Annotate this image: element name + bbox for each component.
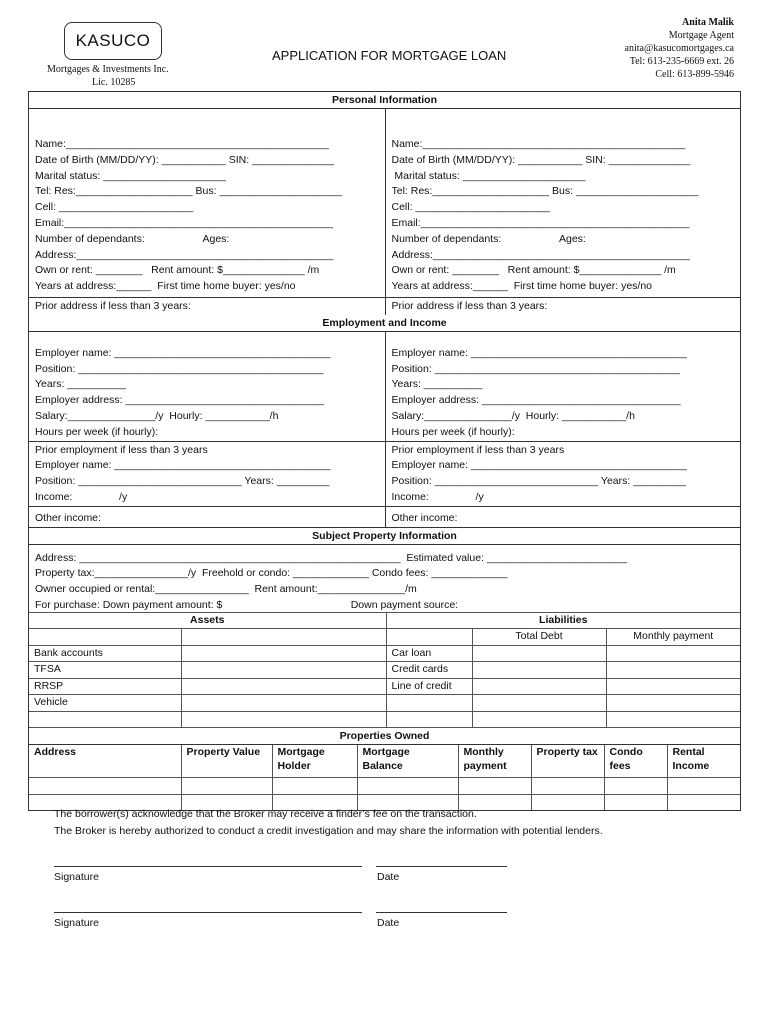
form-line[interactable]: Email:______________________________________________ (35, 216, 333, 229)
page-title: APPLICATION FOR MORTGAGE LOAN (272, 48, 507, 63)
form-line[interactable]: Cell: _______________________ (35, 201, 194, 214)
asset-value-cell[interactable] (181, 678, 386, 695)
form-line[interactable]: Position: __________________________________________ (35, 362, 324, 375)
form-line: Prior employment if less than 3 years (391, 443, 565, 456)
form-line[interactable]: Address:____________________________________________ (391, 248, 690, 261)
form-line[interactable]: Number of dependants: Ages: (35, 232, 230, 245)
form-line[interactable]: Tel: Res:____________________ Bus: _____________________ (35, 185, 343, 198)
personal-section (29, 109, 740, 297)
total-debt-cell[interactable] (472, 662, 606, 679)
agent-email: anita@kasucomortgages.ca (624, 43, 734, 54)
application-form (28, 91, 741, 811)
form-line[interactable]: Address: _______________________________________________________ Estimated value: ________________________ (35, 551, 628, 564)
column-header: Rental Income (667, 745, 740, 778)
license-number: Lic. 10285 (92, 77, 136, 88)
borrower-1-personal (29, 109, 385, 297)
total-debt-header: Total Debt (472, 629, 606, 646)
form-line[interactable]: Own or rent: ________ Rent amount: $______________ /m (391, 264, 676, 277)
column-header: Address (29, 745, 181, 778)
liability-name-cell (386, 711, 472, 728)
table-cell[interactable] (29, 778, 181, 795)
form-line[interactable]: Property tax:________________/y Freehold or condo: _____________ Condo fees: _____________ (35, 567, 508, 580)
borrower-2-prior-employment (385, 442, 741, 506)
liabilities-heading: Liabilities (386, 612, 740, 629)
signature-label: Signature (54, 917, 99, 929)
date-label: Date (377, 917, 400, 929)
agent-cell: Cell: 613-899-5946 (655, 69, 734, 80)
form-line[interactable]: Address:____________________________________________ (35, 248, 334, 261)
monthly-payment-header: Monthly payment (606, 629, 740, 646)
form-line[interactable]: Marital status: _____________________ (35, 169, 226, 182)
section-personal-heading: Personal Information (29, 92, 740, 109)
agent-name: Anita Malik (682, 17, 734, 28)
property-section (29, 545, 740, 614)
form-line: Prior employment if less than 3 years (35, 443, 208, 456)
asset-name-cell (29, 711, 181, 728)
table-cell[interactable] (667, 778, 740, 795)
asset-value-cell[interactable] (181, 645, 386, 662)
other-income-field[interactable]: Other income: (391, 511, 458, 524)
form-line[interactable]: Years: __________ (35, 378, 126, 391)
form-line[interactable]: Hours per week (if hourly): (391, 425, 515, 438)
asset-name-cell: Vehicle (29, 695, 181, 712)
asset-value-cell[interactable] (181, 662, 386, 679)
signature-line-1[interactable] (54, 866, 362, 867)
form-line[interactable]: Tel: Res:____________________ Bus: _____________________ (391, 185, 699, 198)
section-property-heading: Subject Property Information (29, 527, 740, 545)
form-line[interactable]: Date of Birth (MM/DD/YY): ___________ SIN: ______________ (35, 153, 334, 166)
asset-value-cell[interactable] (181, 629, 386, 646)
total-debt-cell[interactable] (472, 645, 606, 662)
employment-section (29, 332, 740, 441)
company-name: Mortgages & Investments Inc. (47, 64, 169, 75)
form-line[interactable]: Employer name: _____________________________________ (35, 346, 331, 359)
column-header: Mortgage Balance (357, 745, 458, 778)
liability-name-cell (386, 695, 472, 712)
section-employment-heading: Employment and Income (29, 315, 740, 332)
section-properties-owned-heading: Properties Owned (29, 728, 740, 745)
acknowledgement-line: The borrower(s) acknowledge that the Broker may receive a finder’s fee on the transaction. (54, 808, 477, 820)
asset-name-cell: TFSA (29, 662, 181, 679)
form-line[interactable]: Employer name: _____________________________________ (391, 346, 687, 359)
liability-name-cell: Line of credit (386, 678, 472, 695)
acknowledgement-line: The Broker is hereby authorized to conduct a credit investigation and may share the information with potential lenders. (54, 825, 603, 837)
prior-address-row (29, 297, 740, 315)
borrower-2-personal (385, 109, 741, 297)
date-line-2[interactable] (376, 912, 507, 913)
form-line[interactable]: Employer address: __________________________________ (35, 394, 325, 407)
asset-name-cell: RRSP (29, 678, 181, 695)
company-logo (64, 22, 162, 60)
asset-name-cell (29, 629, 181, 646)
form-line[interactable]: Income: /y (391, 490, 484, 503)
asset-name-cell: Bank accounts (29, 645, 181, 662)
column-header: Property Value (181, 745, 272, 778)
liability-name-cell: Car loan (386, 645, 472, 662)
signature-line-2[interactable] (54, 912, 362, 913)
total-debt-cell[interactable] (472, 678, 606, 695)
form-line[interactable]: Marital status: _____________________ (391, 169, 586, 182)
assets-heading: Assets (29, 612, 386, 629)
form-line[interactable]: Name:_____________________________________________ (391, 138, 686, 150)
logo-text: KASUCO (75, 31, 151, 50)
assets-liabilities-table (29, 612, 740, 729)
form-line[interactable]: Cell: _______________________ (391, 201, 550, 214)
monthly-payment-cell[interactable] (606, 662, 740, 679)
liability-name-cell (386, 629, 472, 646)
properties-owned-table (29, 745, 740, 810)
column-header: Property tax (531, 745, 604, 778)
total-debt-cell[interactable] (472, 695, 606, 712)
form-line[interactable]: For purchase: Down payment amount: $ Down payment source: (35, 598, 459, 611)
form-line[interactable]: Hours per week (if hourly): (35, 425, 159, 438)
table-cell[interactable] (604, 778, 667, 795)
form-line[interactable]: Years: __________ (391, 378, 483, 391)
table-row (29, 778, 740, 795)
table-cell[interactable] (667, 794, 740, 810)
form-line[interactable]: Years at address:______ First time home buyer: yes/no (35, 280, 296, 293)
form-line[interactable]: Email:______________________________________________ (391, 216, 690, 229)
asset-value-cell[interactable] (181, 711, 386, 728)
column-header: Monthly payment (458, 745, 531, 778)
column-header: Mortgage Holder (272, 745, 357, 778)
monthly-payment-cell[interactable] (606, 711, 740, 728)
table-cell[interactable] (458, 778, 531, 795)
form-line[interactable]: Years at address:______ First time home buyer: yes/no (391, 280, 653, 293)
monthly-payment-cell[interactable] (606, 645, 740, 662)
agent-tel: Tel: 613-235-6669 ext. 26 (629, 56, 734, 67)
date-line-1[interactable] (376, 866, 507, 867)
date-label: Date (377, 871, 400, 883)
table-cell[interactable] (531, 778, 604, 795)
form-line[interactable]: Position: ____________________________ Years: _________ (35, 475, 330, 488)
form-line[interactable]: Own or rent: ________ Rent amount: $______________ /m (35, 264, 320, 277)
agent-role: Mortgage Agent (668, 30, 734, 41)
monthly-payment-cell[interactable] (606, 678, 740, 695)
form-line[interactable]: Income: /y (35, 490, 128, 503)
prior-address-field[interactable]: Prior address if less than 3 years: (391, 299, 548, 312)
asset-value-cell[interactable] (181, 695, 386, 712)
form-line[interactable]: Employer name: _____________________________________ (35, 459, 331, 472)
prior-address-field[interactable]: Prior address if less than 3 years: (35, 299, 191, 312)
table-cell[interactable] (181, 778, 272, 795)
form-line[interactable]: Name:_____________________________________________ (35, 138, 329, 150)
form-line[interactable]: Salary:_______________/y Hourly: ___________/h (35, 409, 279, 422)
prior-employment-row (29, 441, 740, 506)
borrower-2-employment (385, 332, 741, 441)
borrower-1-employment (29, 332, 385, 441)
form-line[interactable]: Employer address: __________________________________ (391, 394, 681, 407)
table-cell[interactable] (604, 794, 667, 810)
other-income-row (29, 506, 740, 527)
column-header: Condo fees (604, 745, 667, 778)
table-cell[interactable] (357, 778, 458, 795)
agent-contact (625, 16, 734, 81)
form-line[interactable]: Number of dependants: Ages: (391, 232, 586, 245)
form-line[interactable]: Employer name: _____________________________________ (391, 459, 687, 472)
borrower-1-prior-employment (29, 442, 385, 506)
total-debt-cell[interactable] (472, 711, 606, 728)
table-cell[interactable] (272, 778, 357, 795)
acknowledgement-text (54, 806, 603, 840)
liability-name-cell: Credit cards (386, 662, 472, 679)
form-line[interactable]: Date of Birth (MM/DD/YY): ___________ SIN: ______________ (391, 153, 691, 166)
form-line[interactable]: Position: __________________________________________ (391, 362, 680, 375)
form-line[interactable]: Salary:_______________/y Hourly: ___________/h (391, 409, 635, 422)
form-line[interactable]: Position: ____________________________ Years: _________ (391, 475, 686, 488)
monthly-payment-cell[interactable] (606, 695, 740, 712)
form-line[interactable]: Owner occupied or rental:________________ Rent amount:_______________/m (35, 583, 417, 596)
signature-label: Signature (54, 871, 99, 883)
other-income-field[interactable]: Other income: (35, 511, 101, 524)
